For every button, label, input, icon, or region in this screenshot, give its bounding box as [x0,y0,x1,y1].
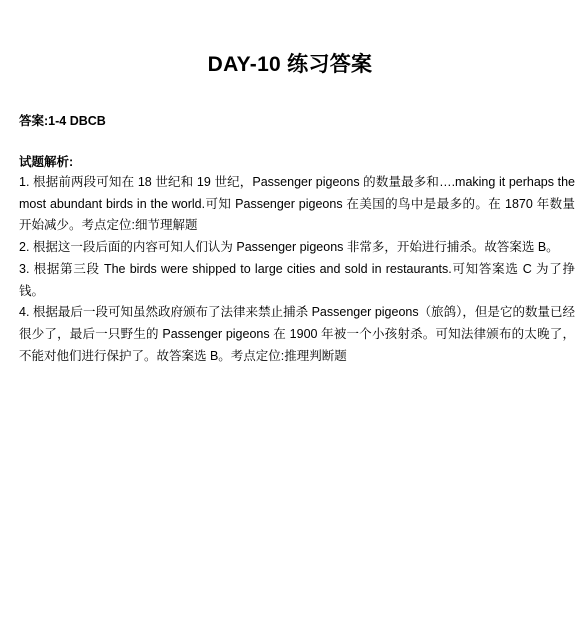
answer-line: 答案:1-4 DBCB [19,114,106,128]
analysis-item-2: 2. 根据这一段后面的内容可知人们认为 Passenger pigeons 非常多，开始进行捕杀。故答案选 B。 [19,240,559,255]
page-title: DAY-10 练习答案 [207,53,373,76]
analysis-item-4: 4. 根据最后一段可知虽然政府颁布了法律来禁止捕杀 Passenger pigeons（旅鸽），但是它的数量已经很少了，最后一只野生的 Passenger pigeons 在 1900 年被一个小孩射杀。可知法律颁布的太晚了，不能对他们进行保护了。故答案选 B。考点定位:推理判断题 [19,305,575,363]
analysis-heading: 试题解析: [19,155,74,169]
analysis-body [19,172,575,367]
analysis-item-3: 3. 根据第三段 The birds were shipped to large cities and sold in restaurants.可知答案选 C 为了挣钱。 [19,261,575,298]
analysis-item-1: 1. 根据前两段可知在 18 世纪和 19 世纪，Passenger pigeons 的数量最多和….making it perhaps the most abundant birds in the world.可知 Passenger pigeons 在美国的鸟中是最多的。在 1870 年数量开始减少。考点定位:细节理解题 [19,175,575,233]
